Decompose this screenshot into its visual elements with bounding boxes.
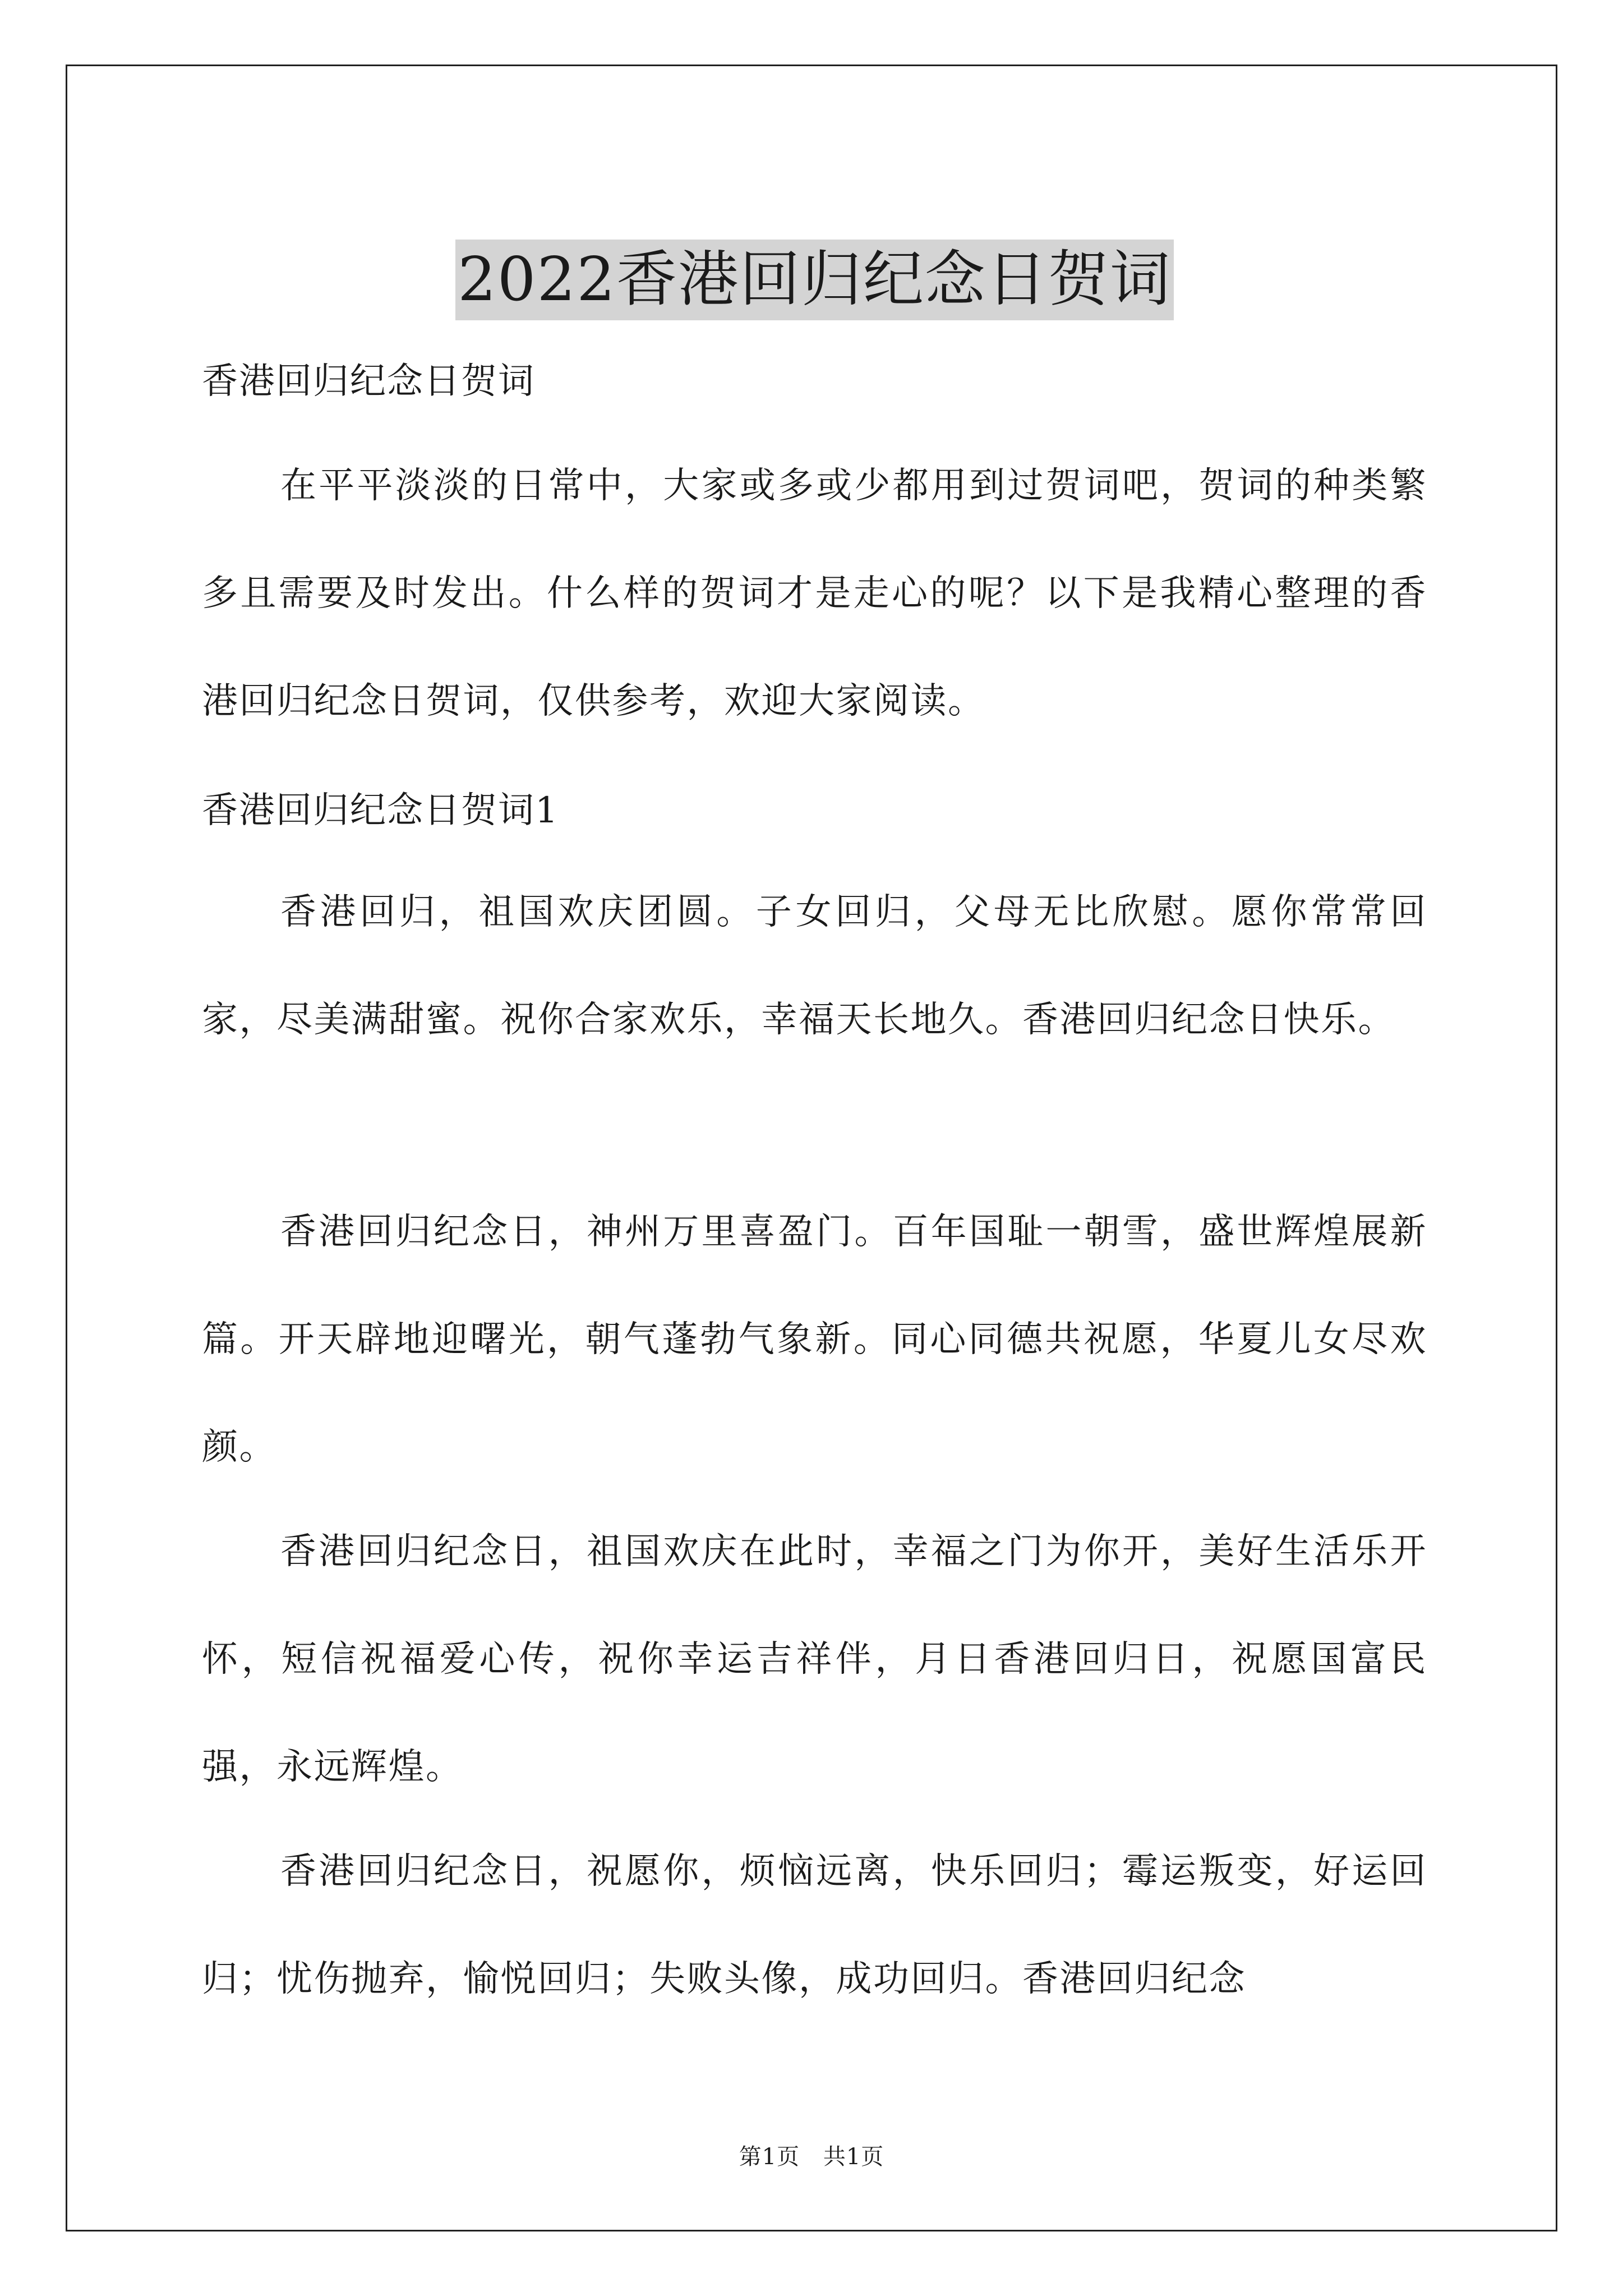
page-total: 共1页 xyxy=(823,2144,884,2170)
document-subtitle: 香港回归纪念日贺词 xyxy=(202,361,535,402)
document-title: 2022香港回归纪念日贺词 xyxy=(455,240,1174,320)
title-wrap xyxy=(202,199,1427,361)
intro-paragraph: 在平平淡淡的日常中，大家或多或少都用到过贺词吧，贺词的种类繁多且需要及时发出。什么样的贺词才是走心的呢？以下是我精心整理的香港回归纪念日贺词，仅供参考，欢迎大家阅读。 xyxy=(202,465,1427,722)
paragraph-4: 香港回归纪念日，祝愿你，烦恼远离，快乐回归；霉运叛变，好运回归；忧伤抛弃，愉悦回归；失败头像，成功回归。香港回归纪念 xyxy=(202,1851,1427,2000)
page-footer xyxy=(0,2143,1623,2171)
page-number: 第1页 xyxy=(739,2144,800,2170)
paragraph-2: 香港回归纪念日，神州万里喜盈门。百年国耻一朝雪，盛世辉煌展新篇。开天辟地迎曙光，朝气蓬勃气象新。同心同德共祝愿，华夏儿女尽欢颜。 xyxy=(202,1211,1427,1468)
section-heading: 香港回归纪念日贺词1 xyxy=(202,790,559,831)
paragraph-1: 香港回归，祖国欢庆团圆。子女回归，父母无比欣慰。愿你常常回家，尽美满甜蜜。祝你合家欢乐，幸福天长地久。香港回归纪念日快乐。 xyxy=(202,891,1427,1041)
paragraph-3: 香港回归纪念日，祖国欢庆在此时，幸福之门为你开，美好生活乐开怀，短信祝福爱心传，祝你幸运吉祥伴，月日香港回归日，祝愿国富民强，永远辉煌。 xyxy=(202,1531,1427,1788)
